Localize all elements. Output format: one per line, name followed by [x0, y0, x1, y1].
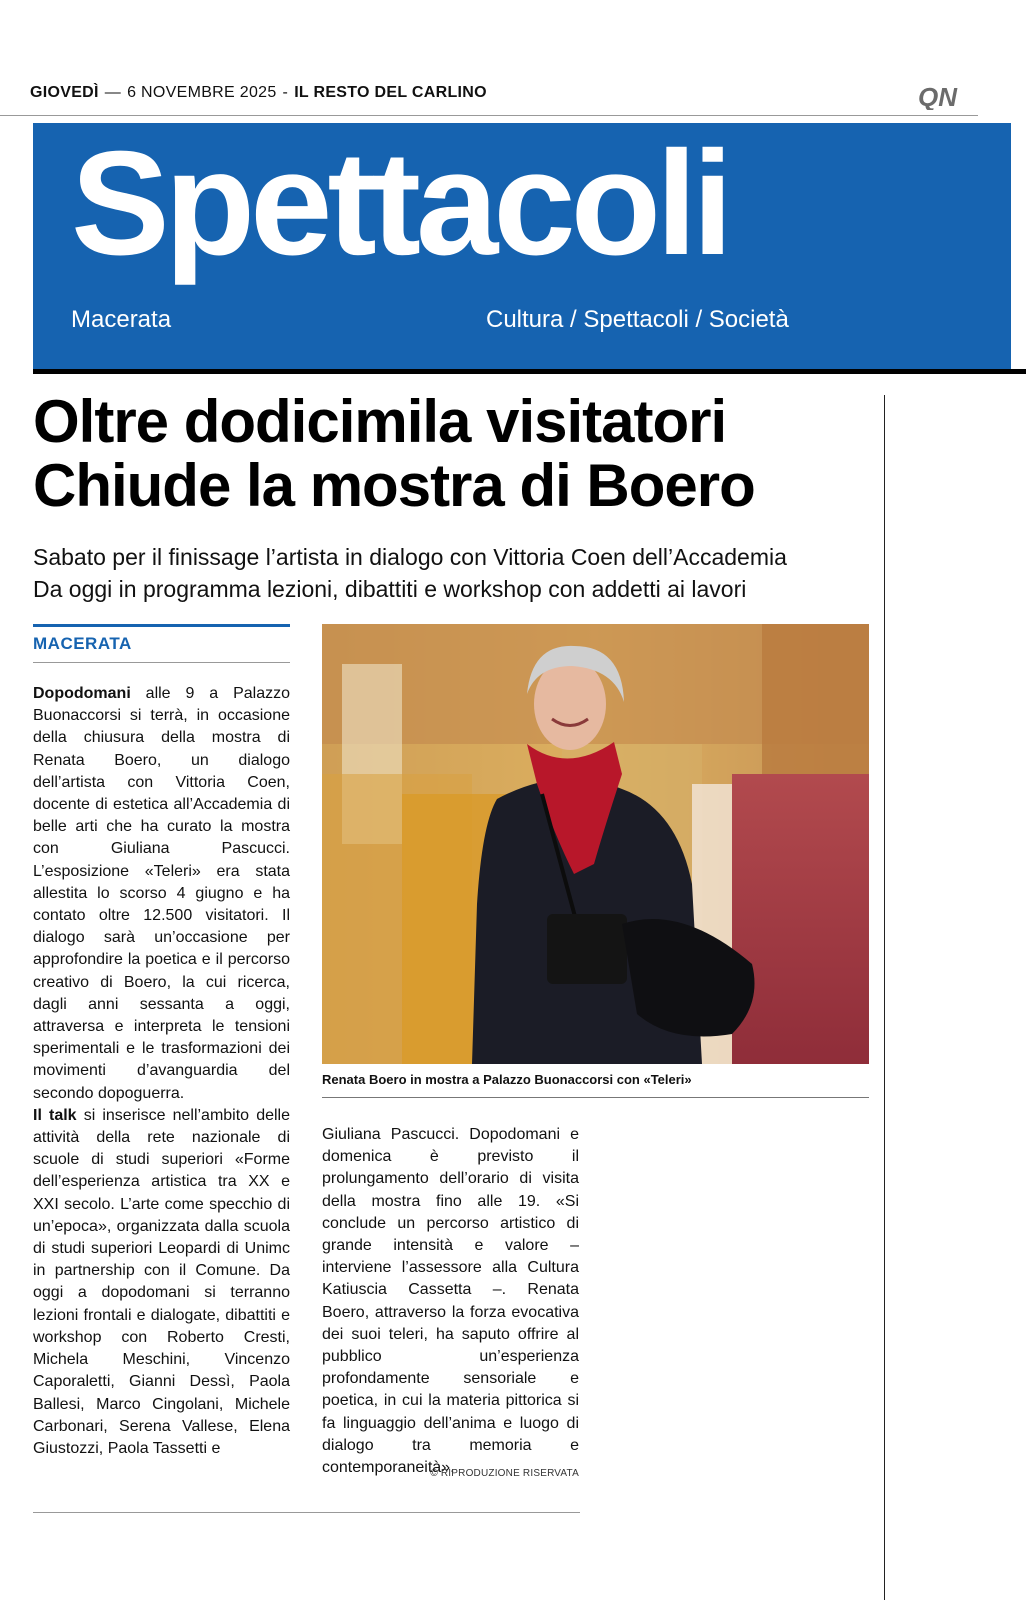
subhead-line-1: Sabato per il finissage l’artista in dialogo con Vittoria Coen dell’Accademia [33, 544, 787, 570]
banner-categories: Cultura / Spettacoli / Società [486, 306, 789, 333]
masthead-newspaper: IL RESTO DEL CARLINO [294, 84, 487, 101]
masthead-date: 6 NOVEMBRE 2025 [127, 84, 277, 101]
paragraph-1-text: alle 9 a Palazzo Buonaccorsi si terrà, in occasione della chiusura della mostra di Renata Boero, un dialogo dell’artista con Vittoria Coen, docente di estetica all’Accademia di belle arti che ha curato la mostra con Giuliana Pascucci. L’esposizione «Teleri» era stata allestita lo scorso 4 giugno e ha contato oltre 12.500 visitatori. Il dialogo sarà un’occasione per approfondire la poetica e il percorso creativo di Boero, la cui ricerca, dagli anni sessanta a oggi, attraversa e interpreta le tensioni sperimentali e le trasformazioni dei movimenti d’avanguardia del secondo dopoguerra. [33, 685, 290, 1102]
masthead-rule [0, 115, 978, 116]
article-photo [322, 624, 869, 1064]
masthead-dash: — [104, 84, 122, 101]
article-column-2 [322, 1124, 579, 1479]
paragraph-1-lead: Dopodomani [33, 685, 131, 702]
section-title: Spettacoli [71, 121, 729, 286]
article-column-1 [33, 683, 290, 1460]
subhead-line-2: Da oggi in programma lezioni, dibattiti e workshop con addetti ai lavori [33, 576, 747, 602]
copyright-notice: © RIPRODUZIONE RISERVATA [430, 1468, 579, 1479]
qn-logo-text: QN [918, 84, 957, 110]
banner-city: Macerata [71, 306, 172, 333]
photo-caption: Renata Boero in mostra a Palazzo Buonaccorsi con «Teleri» [322, 1072, 692, 1087]
section-banner [33, 123, 1011, 371]
headline-line-2: Chiude la mostra di Boero [33, 452, 755, 519]
paragraph-2-text: si inserisce nell’ambito delle attività della rete nazionale di scuole di studi superiori «Forme dell’esperienza artistica tra XX e XXI secolo. L’arte come specchio di un’epoca», organizzata dalla scuola di studi superiori Leopardi di Unimc in partnership con il Comune. Da oggi a dopodomani si terranno lezioni frontali e dialogate, dibattiti e workshop con Roberto Cresti, Michela Meschini, Vincenzo Caporaletti, Gianni Dessì, Paola Ballesi, Marco Cingolani, Michele Carbonari, Serena Vallese, Elena Giustozzi, Paola Tassetti e [33, 1106, 290, 1457]
paragraph-3: Giuliana Pascucci. Dopodomani e domenica è previsto il prolungamento dell’orario di visita della mostra fino alle 19. «Si conclude un percorso artistico di grande intensità e valore – interviene l’assessore alla Cultura Katiuscia Cassetta –. Renata Boero, attraverso la forza evocativa dei suoi teleri, ha saputo offrire al pubblico un’esperienza profondamente sensoriale e poetica, in cui la materia pittorica si fa linguaggio dell’anima e luogo di dialogo tra memoria e contemporaneità». [322, 1126, 579, 1477]
kicker-rule [33, 624, 290, 627]
kicker: MACERATA [33, 634, 132, 653]
masthead-separator: - [282, 84, 289, 101]
paragraph-2-lead: Il talk [33, 1106, 77, 1124]
bottom-rule [33, 1512, 580, 1513]
kicker-underline [33, 662, 290, 663]
qn-logo-icon [918, 84, 978, 110]
photo-illustration [322, 624, 869, 1064]
column-divider [884, 395, 885, 1600]
banner-bottom-rule [33, 369, 1026, 374]
subheadline [33, 541, 883, 605]
paragraph-1 [33, 683, 290, 1105]
masthead-day: GIOVEDÌ [30, 84, 99, 101]
paragraph-2 [33, 1105, 290, 1460]
masthead-line [30, 84, 487, 102]
headline [33, 390, 883, 518]
headline-line-1: Oltre dodicimila visitatori [33, 388, 727, 455]
caption-rule [322, 1097, 869, 1098]
